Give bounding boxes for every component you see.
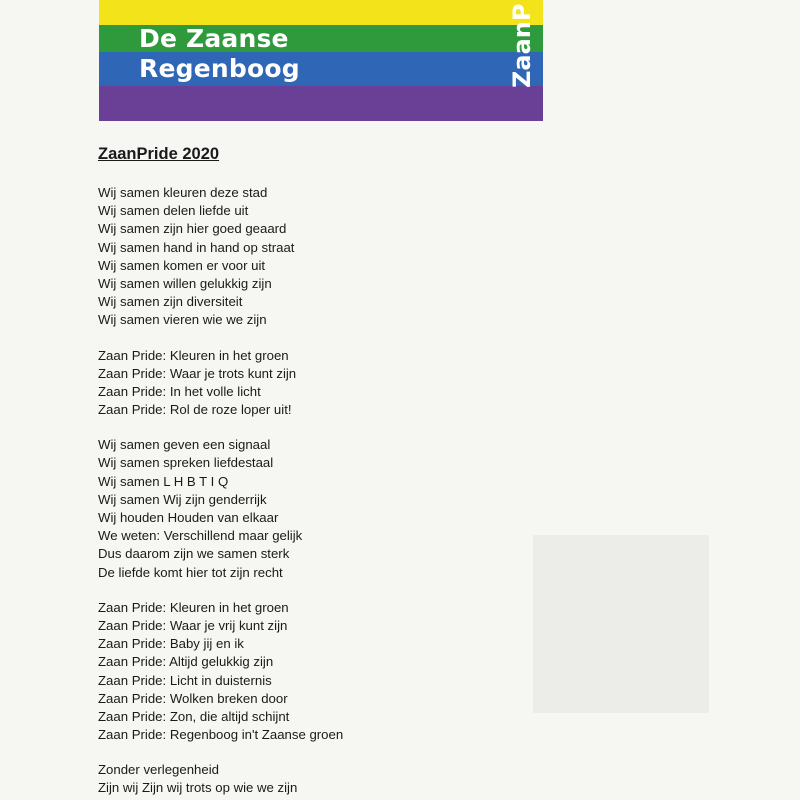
poem-line: Zaan Pride: Kleuren in het groen — [98, 347, 289, 363]
poem-line: Wij samen kleuren deze stad — [98, 185, 268, 200]
poem-body — [98, 184, 518, 798]
poem-line: Zaan Pride: Kleuren in het groen — [98, 599, 289, 615]
banner-stripe-yellow — [99, 0, 543, 25]
poem-line: De liefde komt hier tot zijn recht — [98, 564, 283, 580]
poem-line: Wij samen zijn hier goed geaard — [98, 221, 287, 237]
bleed-through-image — [533, 535, 709, 713]
poem-line: Wij samen zijn diversiteit — [98, 294, 243, 310]
stanza — [98, 184, 518, 330]
stanza — [98, 761, 518, 797]
poem-line: Zaan Pride: Waar je trots kunt zijn — [98, 365, 297, 381]
poem-line: Zaan Pride: Altijd gelukkig zijn — [98, 654, 274, 670]
stanza — [98, 347, 518, 420]
stanza-gap — [98, 330, 518, 347]
poem-line: Wij samen Wij zijn genderrijk — [98, 491, 267, 507]
poem-line: Zaan Pride: Zon, die altijd schijnt — [98, 708, 290, 724]
stanza — [98, 436, 518, 582]
poem-line: Zaan Pride: Baby jij en ik — [98, 636, 244, 652]
poem-line: We weten: Verschillend maar gelijk — [98, 528, 303, 544]
poem-line: Wij samen komen er voor uit — [98, 257, 266, 273]
poem-line: Wij samen delen liefde uit — [98, 203, 249, 219]
stanza-gap — [98, 582, 518, 599]
poem-line: Wij samen willen gelukkig zijn — [98, 275, 272, 291]
poem-line: Zonder verlegenheid — [98, 762, 219, 778]
poem-line: Zaan Pride: Rol de roze loper uit! — [98, 402, 292, 418]
poem-line: Wij samen spreken liefdestaal — [98, 455, 274, 471]
poem-line: Dus daarom zijn we samen sterk — [98, 546, 290, 562]
poem-line: Wij samen hand in hand op straat — [98, 239, 295, 255]
poem-line: Zaan Pride: Regenboog in't Zaanse groen — [98, 727, 344, 743]
poem-line: Zaan Pride: In het volle licht — [98, 383, 261, 399]
rainbow-banner — [99, 0, 543, 121]
poem-line: Zaan Pride: Waar je vrij kunt zijn — [98, 617, 288, 633]
banner-title-line2: Regenboog — [139, 54, 300, 83]
banner-title-line1: De Zaanse — [139, 24, 289, 53]
stanza-gap — [98, 419, 518, 436]
poem-line: Wij samen geven een signaal — [98, 437, 271, 453]
banner-stripe-purple — [99, 86, 543, 121]
poem-line: Zaan Pride: Wolken breken door — [98, 690, 288, 706]
poem-line: Wij houden Houden van elkaar — [98, 510, 279, 525]
stanza — [98, 599, 518, 745]
poem-title: ZaanPride 2020 — [98, 145, 220, 163]
poem-line: Wij samen L H B T I Q — [98, 473, 229, 489]
banner-vertical-text: ZaanP — [508, 3, 536, 88]
banner-title — [139, 24, 300, 84]
poem-line: Zaan Pride: Licht in duisternis — [98, 672, 272, 688]
poem-line: Zijn wij Zijn wij trots op wie we zijn — [98, 780, 298, 796]
stanza-gap — [98, 744, 518, 761]
poem-line: Wij samen vieren wie we zijn — [98, 312, 267, 328]
